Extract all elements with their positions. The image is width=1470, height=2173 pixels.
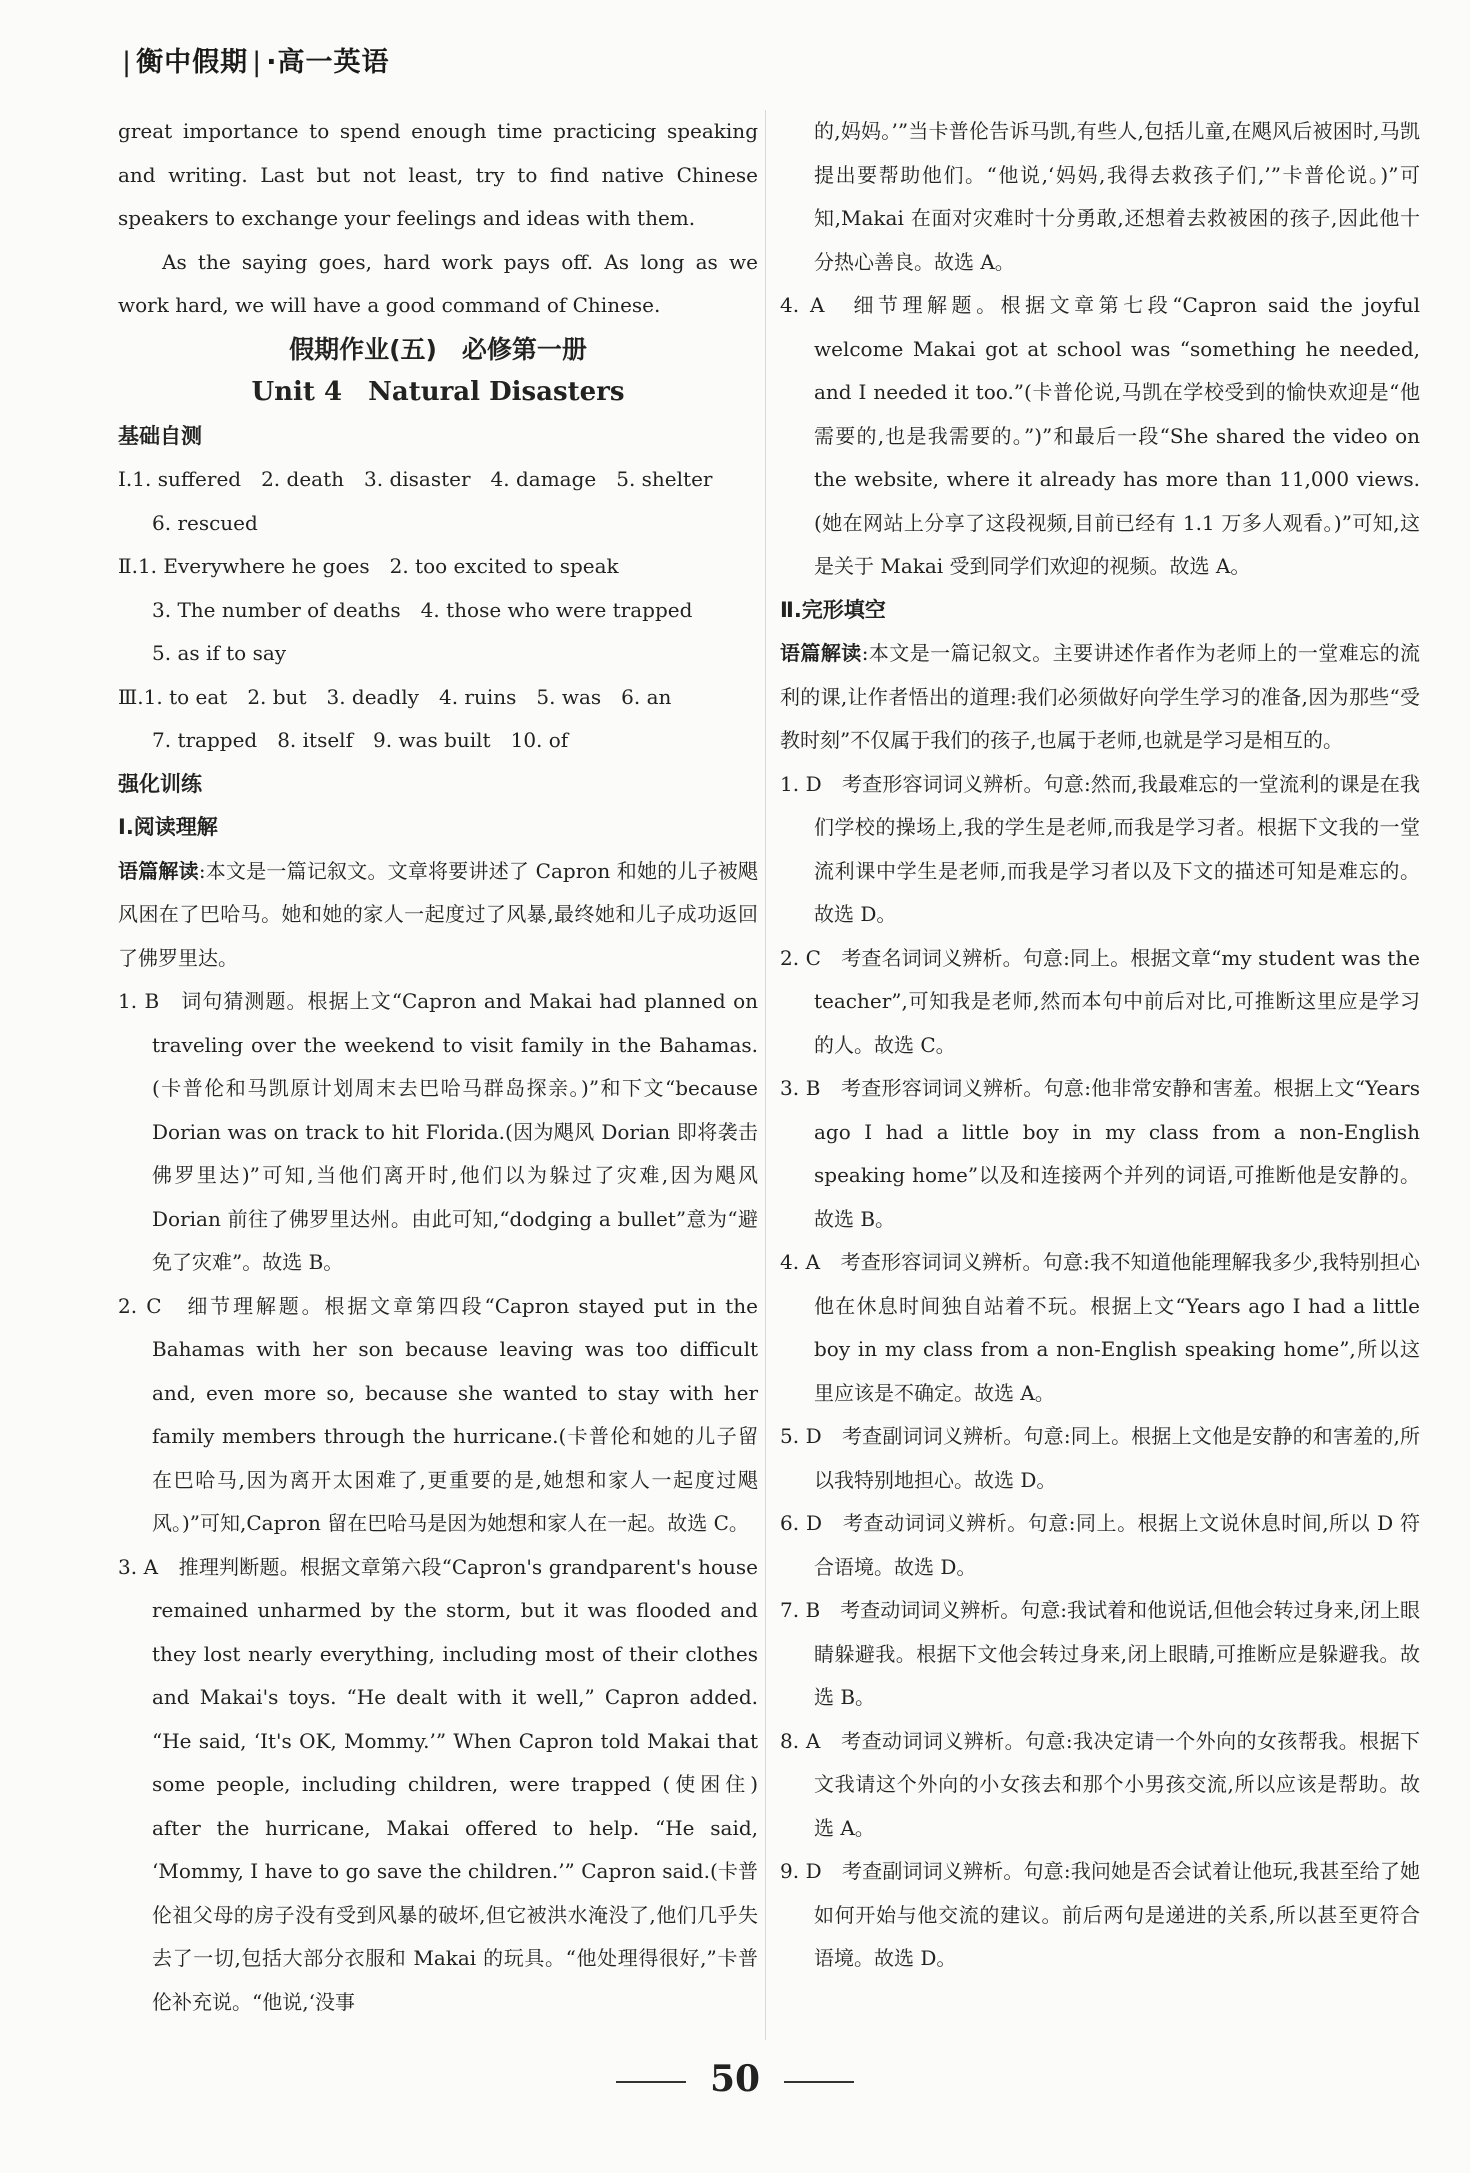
page-footer (0, 2058, 1470, 2100)
header-dot: · (266, 47, 278, 78)
intro-paragraph-2: As the saying goes, hard work pays off. As long as we work hard, we will have a good command of Chinese. (118, 249, 758, 317)
header-separator-left: | (122, 47, 133, 78)
cloze-answer-9: 9. D 考查副词词义辨析。句意:我问她是否会试着让他玩,我甚至给了她如何开始与他交流的建议。前后两句是递进的关系,所以甚至更符合语境。故选 D。 (780, 1859, 1420, 1970)
part2-answers-line3: 5. as if to say (152, 641, 287, 665)
header-brand: 衡中假期 (136, 47, 249, 78)
reading-analysis-text: :本文是一篇记叙文。文章将要讲述了 Capron 和她的儿子被飓风困在了巴哈马。她和她的家人一起度过了风暴,最终她和儿子成功返回了佛罗里达。 (118, 858, 759, 970)
part3-answers-line2: 7. trapped 8. itself 9. was built 10. of (152, 728, 569, 752)
page-number: 50 (709, 2058, 761, 2100)
reading-answer-4: 4. A 细节理解题。根据文章第七段“Capron said the joyful welcome Makai got at school was “something he needed, and I needed it too.”(卡普伦说,马凯在学校受到的愉快欢迎是“他需要的,也是我需要的。”)”和最后一段“She shared the video on the website, where it already has more than 11,000 views.(她在网站上分享了这段视频,目前已经有 1.1 万多人观看。)”可知,这是关于 Makai 受到同学们欢迎的视频。故选 A。 (780, 293, 1420, 578)
reading-answer-2: 2. C 细节理解题。根据文章第四段“Capron stayed put in the Bahamas with her son because leaving was too difficult and, even more so, because she wanted to stay with her family members through the hurricane.(卡普伦和她的儿子留在巴哈马,因为离开太困难了,更重要的是,她想和家人一起度过飓风。)”可知,Capron 留在巴哈马是因为她想和家人在一起。故选 C。 (118, 1293, 758, 1535)
cloze-heading: Ⅱ.完形填空 (780, 597, 886, 622)
footer-dash-right (784, 2081, 854, 2083)
reading-analysis (118, 850, 758, 981)
part2-answers-line2: 3. The number of deaths 4. those who were trapped (152, 597, 693, 622)
cloze-answer-7: 7. B 考查动词词义辨析。句意:我试着和他说话,但他会转过身来,闭上眼睛躲避我。根据下文他会转过身来,闭上眼睛,可推断应是躲避我。故选 B。 (780, 1598, 1420, 1709)
basic-test-heading: 基础自测 (118, 423, 202, 448)
page-header (118, 40, 389, 79)
right-column (780, 110, 1420, 1981)
header-separator-right: | (252, 47, 263, 78)
strengthen-heading: 强化训练 (118, 771, 202, 796)
header-subject: 高一英语 (277, 47, 390, 78)
part1-answers-line2: 6. rescued (152, 510, 258, 535)
cloze-answer-4: 4. A 考查形容词词义辨析。句意:我不知道他能理解我多少,我特别担心他在休息时间独自站着不玩。根据上文“Years ago I had a little boy in my class from a non-English speaking home”,所以这里应该是不确定。故选 A。 (780, 1250, 1420, 1405)
part1-answers-line1: Ⅰ.1. suffered 2. death 3. disaster 4. damage 5. shelter (118, 467, 713, 491)
cloze-analysis-label: 语篇解读 (780, 641, 862, 665)
cloze-answer-8: 8. A 考查动词词义辨析。句意:我决定请一个外向的女孩帮我。根据下文我请这个外向的小女孩去和那个小男孩交流,所以应该是帮助。故选 A。 (780, 1728, 1420, 1840)
reading-heading: Ⅰ.阅读理解 (118, 815, 218, 839)
cloze-answer-1: 1. D 考查形容词词义辨析。句意:然而,我最难忘的一堂流利的课是在我们学校的操场上,我的学生是老师,而我是学习者。根据下文我的一堂流利课中学生是老师,而我是学习者以及下文的描述可知是难忘的。故选 D。 (780, 771, 1420, 926)
unit-title: Unit 4 Natural Disasters (251, 377, 625, 407)
part3-answers-line1: Ⅲ.1. to eat 2. but 3. deadly 4. ruins 5. was 6. an (118, 684, 672, 709)
cloze-analysis (780, 632, 1420, 763)
reading-analysis-label: 语篇解读 (118, 858, 199, 883)
cloze-answer-2: 2. C 考查名词词义辨析。句意:同上。根据文章“my student was the teacher”,可知我是老师,然而本句中前后对比,可推断这里应是学习的人。故选 C。 (780, 945, 1420, 1057)
cloze-answer-6: 6. D 考查动词词义辨析。句意:同上。根据上文说休息时间,所以 D 符合语境。故选 D。 (780, 1511, 1420, 1579)
left-column (118, 110, 758, 2024)
part2-answers-line1: Ⅱ.1. Everywhere he goes 2. too excited to speak (118, 554, 619, 578)
section-title: 假期作业(五) 必修第一册 (289, 334, 587, 364)
footer-dash-left (616, 2081, 686, 2083)
cloze-answer-3: 3. B 考查形容词词义辨析。句意:他非常安静和害羞。根据上文“Years ago I had a little boy in my class from a non-English speaking home”以及和连接两个并列的词语,可推断他是安静的。故选 B。 (780, 1076, 1420, 1231)
cloze-answer-5: 5. D 考查副词词义辨析。句意:同上。根据上文他是安静的和害羞的,所以我特别地担心。故选 D。 (780, 1424, 1420, 1492)
column-divider (765, 110, 766, 2040)
cloze-analysis-text: :本文是一篇记叙文。主要讲述作者作为老师上的一堂难忘的流利的课,让作者悟出的道理:我们必须做好向学生学习的准备,因为那些“受教时刻”不仅属于我们的孩子,也属于老师,也就是学习是相互的。 (780, 641, 1420, 752)
reading-answer-3-continued: 的,妈妈。’”当卡普伦告诉马凯,有些人,包括儿童,在飓风后被困时,马凯提出要帮助他们。“他说,‘妈妈,我得去救孩子们,’”卡普伦说。)”可知,Makai 在面对灾难时十分勇敢,还想着去救被困的孩子,因此他十分热心善良。故选 A。 (814, 119, 1420, 274)
reading-answer-1: 1. B 词句猜测题。根据上文“Capron and Makai had planned on traveling over the weekend to visit family in the Bahamas.(卡普伦和马凯原计划周末去巴哈马群岛探亲。)”和下文“because Dorian was on track to hit Florida.(因为飓风 Dorian 即将袭击佛罗里达)”可知,当他们离开时,他们以为躲过了灾难,因为飓风 Dorian 前往了佛罗里达州。由此可知,“dodging a bullet”意为“避免了灾难”。故选 B。 (118, 989, 758, 1274)
intro-paragraph-1: great importance to spend enough time practicing speaking and writing. Last but not least, try to find native Chinese speakers to exchange your feelings and ideas with them. (118, 119, 758, 230)
reading-answer-3: 3. A 推理判断题。根据文章第六段“Capron's grandparent's house remained unharmed by the storm, but it was flooded and they lost nearly everything, including most of their clothes and Makai's toys. “He dealt with it well,” Capron added. “He said, ‘It's OK, Mommy.’” When Capron told Makai that some people, including children, were trapped (使困住) after the hurricane, Makai offered to help. “He said, ‘Mommy, I have to go save the children.’” Capron said.(卡普伦祖父母的房子没有受到风暴的破坏,但它被洪水淹没了,他们几乎失去了一切,包括大部分衣服和 Makai 的玩具。“他处理得很好,”卡普伦补充说。“他说,‘没事 (118, 1554, 758, 2014)
